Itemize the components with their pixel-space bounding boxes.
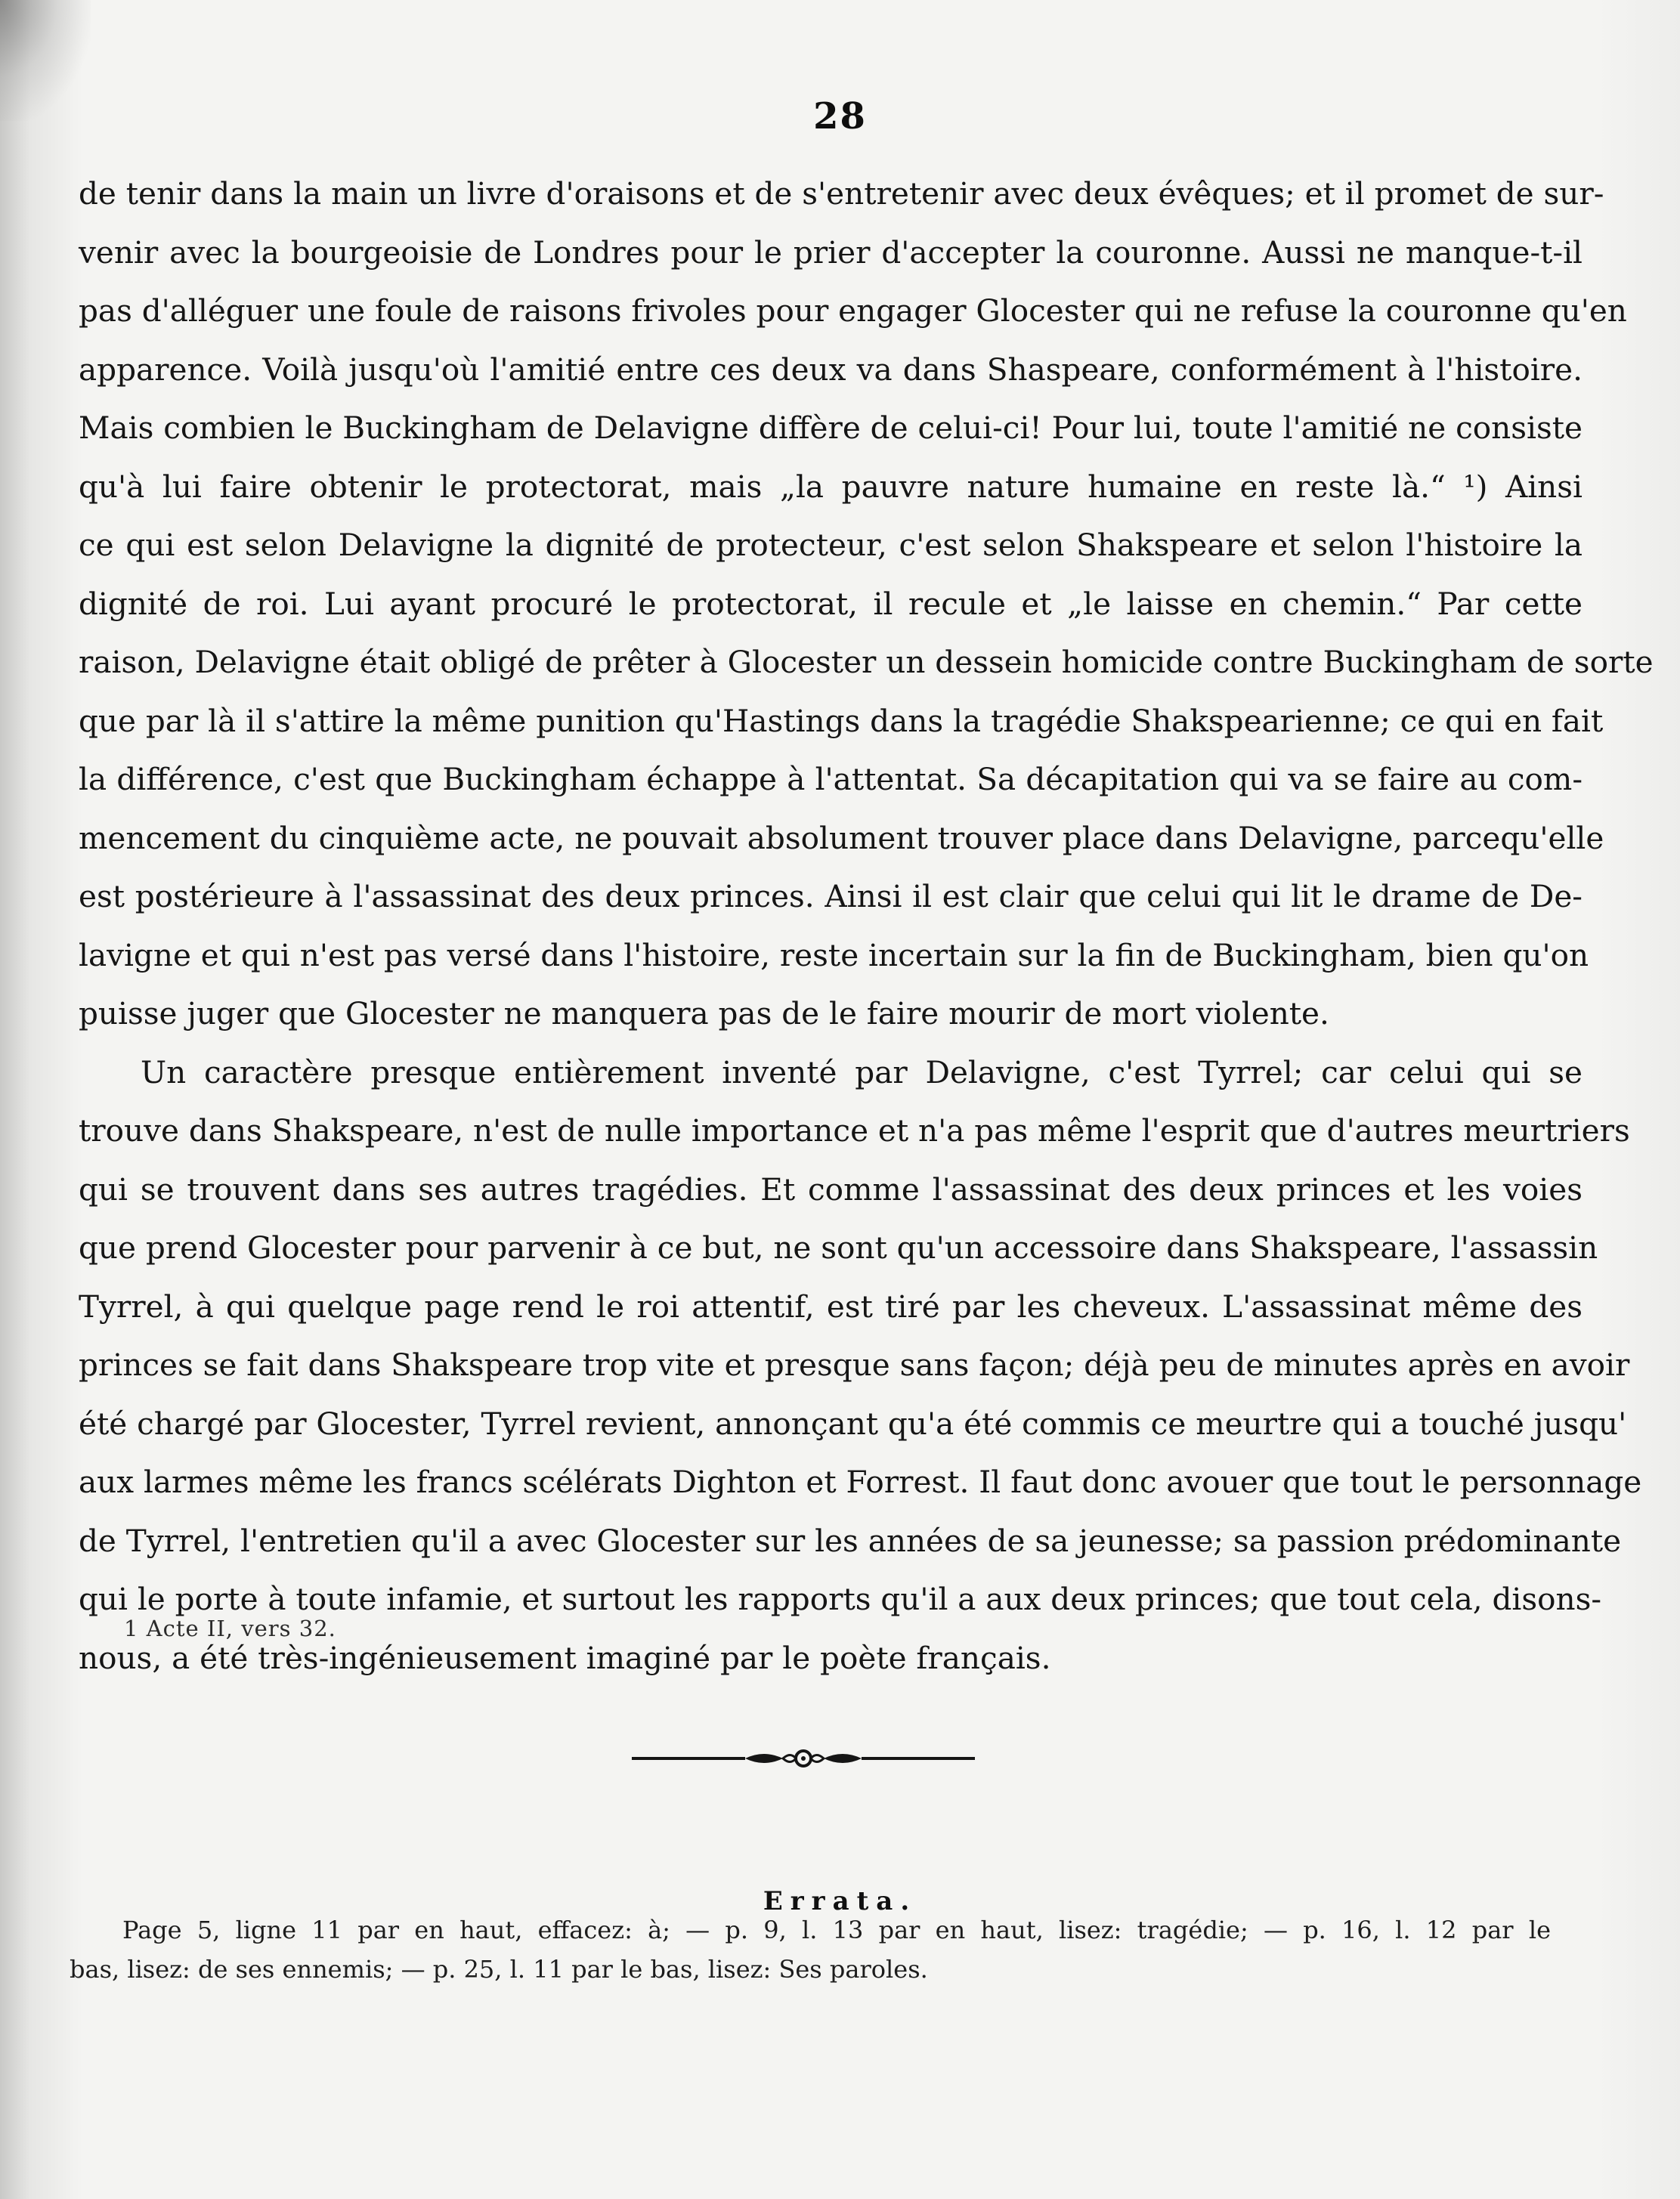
text-line: dignité de roi. Lui ayant procuré le protectorat, il recule et „le laisse en chemin.“ Par cette — [79, 585, 1583, 622]
text-line: pas d'alléguer une foule de raisons frivoles pour engager Glocester qui ne refuse la couronne qu'en — [79, 292, 1627, 329]
text-line: est postérieure à l'assassinat des deux princes. Ainsi il est clair que celui qui lit le drame de De- — [79, 878, 1583, 914]
text-line: ce qui est selon Delavigne la dignité de protecteur, c'est selon Shakspeare et selon l'histoire la — [79, 527, 1583, 563]
errata-line: bas, lisez: de ses ennemis; — p. 25, l. 11 par le bas, lisez: Ses paroles. — [70, 1955, 928, 1984]
text-line: mencement du cinquième acte, ne pouvait absolument trouver place dans Delavigne, parcequ'elle — [79, 819, 1604, 856]
errata-title: Errata. — [763, 1886, 917, 1916]
text-line: nous, a été très-ingénieusement imaginé par le poète français. — [79, 1639, 1051, 1676]
errata-text — [70, 1910, 1551, 1989]
text-line: que prend Glocester pour parvenir à ce but, ne sont qu'un accessoire dans Shakspeare, l'assassin — [79, 1229, 1598, 1266]
text-line: aux larmes même les francs scélérats Dighton et Forrest. Il faut donc avouer que tout le personnage — [79, 1464, 1642, 1500]
text-line: qui le porte à toute infamie, et surtout les rapports qu'il a aux deux princes; que tout cela, disons- — [79, 1581, 1602, 1617]
main-text — [79, 165, 1654, 1687]
text-line: la différence, c'est que Buckingham échappe à l'attentat. Sa décapitation qui va se faire au com- — [79, 761, 1583, 797]
text-line: que par là il s'attire la même punition qu'Hastings dans la tragédie Shakspearienne; ce qui en fait — [79, 702, 1604, 739]
text-line: de Tyrrel, l'entretien qu'il a avec Glocester sur les années de sa jeunesse; sa passion prédominante — [79, 1522, 1622, 1559]
errata-line: Page 5, ligne 11 par en haut, effacez: à; — p. 9, l. 13 par en haut, lisez: tragédie; — p. 16, l. 12 par le — [122, 1916, 1551, 1944]
text-line: Mais combien le Buckingham de Delavigne diffère de celui-ci! Pour lui, toute l'amitié ne consiste — [79, 410, 1583, 446]
text-line: apparence. Voilà jusqu'où l'amitié entre ces deux va dans Shaspeare, conformément à l'histoire. — [79, 351, 1583, 388]
text-line: puisse juger que Glocester ne manquera pas de le faire mourir de mort violente. — [79, 995, 1329, 1031]
text-line: de tenir dans la main un livre d'oraisons et de s'entretenir avec deux évêques; et il promet de sur- — [79, 175, 1604, 212]
text-line: raison, Delavigne était obligé de prêter à Glocester un dessein homicide contre Buckingham de sorte — [79, 644, 1654, 680]
text-line: venir avec la bourgeoisie de Londres pour le prier d'accepter la couronne. Aussi ne manque-t-il — [79, 234, 1583, 271]
text-line: princes se fait dans Shakspeare trop vite et presque sans façon; déjà peu de minutes après en avoir — [79, 1347, 1630, 1383]
text-line: Un caractère presque entièrement inventé par Delavigne, c'est Tyrrel; car celui qui se — [141, 1053, 1583, 1090]
text-line: trouve dans Shakspeare, n'est de nulle importance et n'a pas même l'esprit que d'autres meurtriers — [79, 1112, 1630, 1149]
text-line: qui se trouvent dans ses autres tragédies. Et comme l'assassinat des deux princes et les voies — [79, 1171, 1583, 1208]
page-number: 28 — [813, 95, 867, 138]
text-line: qu'à lui faire obtenir le protectorat, mais „la pauvre nature humaine en reste là.“ ¹) Ainsi — [79, 468, 1583, 505]
text-line: été chargé par Glocester, Tyrrel revient, annonçant qu'a été commis ce meurtre qui a touché jusqu' — [79, 1405, 1627, 1442]
ornament-divider — [632, 1747, 975, 1770]
text-line: lavigne et qui n'est pas versé dans l'histoire, reste incertain sur la fin de Buckingham, bien qu'on — [79, 936, 1589, 973]
footnote: 1 Acte II, vers 32. — [124, 1616, 336, 1641]
text-line: Tyrrel, à qui quelque page rend le roi attentif, est tiré par les cheveux. L'assassinat même des — [79, 1288, 1583, 1325]
